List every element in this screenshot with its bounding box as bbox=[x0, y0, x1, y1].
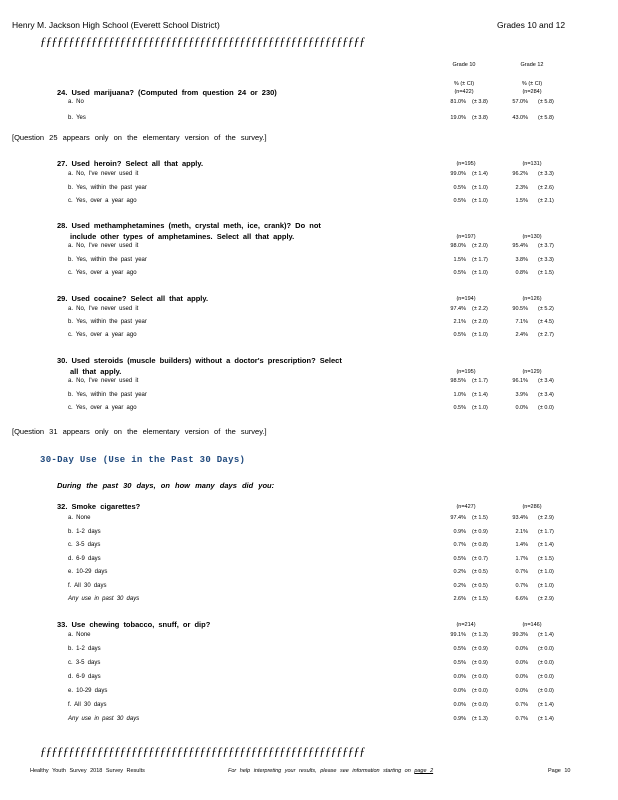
grade12-ci: (± 0.0) bbox=[538, 688, 554, 694]
option-label: e. 10-29 days bbox=[68, 569, 108, 575]
grade10-percent: 0.5% bbox=[453, 198, 466, 204]
grade10-ci: (± 0.0) bbox=[472, 674, 488, 680]
grade10-percent: 19.0% bbox=[450, 115, 466, 121]
q28-n-grade12: (n=130) bbox=[522, 234, 542, 240]
grade12-percent: 95.4% bbox=[512, 243, 528, 249]
grade10-percent: 0.5% bbox=[453, 332, 466, 338]
note-question-31: [Question 31 appears only on the elementary version of the survey.] bbox=[12, 427, 267, 436]
grade10-heading: Grade 10 bbox=[452, 62, 476, 68]
option-label: c. 3-5 days bbox=[68, 660, 101, 666]
grade10-percent: 98.0% bbox=[450, 243, 466, 249]
q32-n-grade10: (n=427) bbox=[456, 504, 476, 510]
q30-n-grade10: (n=195) bbox=[456, 369, 476, 375]
q30-n-grade12: (n=129) bbox=[522, 369, 542, 375]
grade10-ci: (± 1.0) bbox=[472, 332, 488, 338]
q29-n-grade12: (n=126) bbox=[522, 296, 542, 302]
option-label: Any use in past 30 days bbox=[68, 596, 140, 602]
q24-n-grade12: (n=284) bbox=[522, 89, 542, 95]
option-label: b. Yes, within the past year bbox=[68, 391, 147, 398]
grade12-heading: Grade 12 bbox=[520, 62, 544, 68]
question-32-title: 32. Smoke cigarettes? bbox=[57, 502, 141, 511]
question-28-title: 28. Used methamphetamines (meth, crystal meth, ice, crank)? Do not bbox=[57, 221, 321, 230]
grade12-ci: (± 1.5) bbox=[538, 555, 554, 562]
option-label: d. 6-9 days bbox=[68, 674, 101, 680]
option-label: Any use in past 30 days bbox=[68, 716, 140, 722]
grade10-ci: (± 1.5) bbox=[472, 596, 488, 602]
grade10-percent: 0.0% bbox=[453, 674, 466, 680]
grade10-ci: (± 0.0) bbox=[472, 702, 488, 708]
grades-label: Grades 10 and 12 bbox=[497, 20, 566, 30]
option-label: a. No, I've never used it bbox=[68, 171, 139, 177]
grade10-percent: 0.7% bbox=[453, 542, 466, 548]
grade10-ci: (± 1.0) bbox=[472, 184, 488, 191]
grade12-percent: 96.1% bbox=[512, 378, 528, 384]
grade10-percent: 81.0% bbox=[450, 99, 466, 105]
option-label: b. Yes bbox=[68, 115, 86, 121]
option-label: e. 10-29 days bbox=[68, 688, 108, 694]
grade12-ci: (± 3.4) bbox=[538, 391, 554, 398]
q28-n-grade10: (n=197) bbox=[456, 234, 476, 240]
option-label: a. None bbox=[68, 632, 91, 638]
grade10-ci: (± 1.4) bbox=[472, 391, 488, 398]
grade12-percent: 0.0% bbox=[515, 405, 528, 411]
grade12-ci: (± 3.3) bbox=[538, 171, 554, 177]
grade12-percent: 93.4% bbox=[512, 515, 528, 521]
grade10-ci: (± 0.0) bbox=[472, 688, 488, 694]
grade10-ci: (± 1.0) bbox=[472, 270, 488, 276]
grade12-percent: 90.5% bbox=[512, 306, 528, 312]
top-separator: ƒƒƒƒƒƒƒƒƒƒƒƒƒƒƒƒƒƒƒƒƒƒƒƒƒƒƒƒƒƒƒƒƒƒƒƒƒƒƒƒƒƒƒƒƒƒƒƒƒƒƒƒƒƒƒƒƒ bbox=[40, 34, 365, 48]
grade12-ci: (± 1.4) bbox=[538, 632, 554, 638]
option-label: b. Yes, within the past year bbox=[68, 319, 147, 325]
grade12-ci: (± 5.8) bbox=[538, 99, 554, 105]
grade10-percent: 97.4% bbox=[450, 306, 466, 312]
grade10-percent: 0.9% bbox=[453, 528, 466, 535]
grade12-ci: (± 3.4) bbox=[538, 378, 554, 384]
option-label: a. No, I've never used it bbox=[68, 243, 139, 249]
grade12-ci: (± 4.5) bbox=[538, 319, 554, 325]
grade12-ci: (± 1.4) bbox=[538, 716, 554, 722]
question-30-title: 30. Used steroids (muscle builders) without a doctor's prescription? Select bbox=[57, 356, 342, 365]
grade12-ci: (± 1.4) bbox=[538, 702, 554, 708]
question-30-title-line2: all that apply. bbox=[70, 367, 122, 376]
grade10-percent: 0.5% bbox=[453, 184, 466, 191]
footer-help-label: For help interpreting your results, please see information starting on bbox=[228, 768, 411, 774]
grade12-percent: 99.3% bbox=[512, 632, 528, 638]
grade10-percent: 1.0% bbox=[453, 391, 466, 398]
grade10-percent: 2.6% bbox=[453, 596, 466, 602]
grade12-percent: 3.8% bbox=[515, 256, 528, 263]
grade12-percent: 6.6% bbox=[515, 596, 528, 602]
question-27-title: 27. Used heroin? Select all that apply. bbox=[57, 159, 204, 168]
grade10-ci: (± 1.0) bbox=[472, 198, 488, 204]
grade10-ci: (± 0.7) bbox=[472, 555, 488, 562]
grade12-ci: (± 0.0) bbox=[538, 674, 554, 680]
footer-help-text bbox=[228, 768, 433, 774]
option-label: c. Yes, over a year ago bbox=[68, 270, 137, 276]
grade12-percent: 0.0% bbox=[515, 688, 528, 694]
grade12-percent: 1.4% bbox=[515, 542, 528, 548]
option-label: c. Yes, over a year ago bbox=[68, 405, 137, 411]
option-label: b. Yes, within the past year bbox=[68, 256, 147, 263]
grade12-percent: 0.7% bbox=[515, 569, 528, 575]
grade12-percent: 0.0% bbox=[515, 660, 528, 666]
grade10-percent: 1.5% bbox=[453, 256, 466, 263]
option-label: b. 1-2 days bbox=[68, 646, 101, 652]
grade10-ci: (± 3.8) bbox=[472, 99, 488, 105]
grade10-percent: 2.1% bbox=[453, 319, 466, 325]
grade12-percent: 2.4% bbox=[515, 332, 528, 338]
option-label: b. 1-2 days bbox=[68, 528, 101, 535]
grade10-percent: 99.1% bbox=[450, 632, 466, 638]
option-label: a. None bbox=[68, 515, 91, 521]
q27-n-grade12: (n=131) bbox=[522, 161, 542, 167]
grade12-ci: (± 2.1) bbox=[538, 198, 554, 204]
option-label: f. All 30 days bbox=[68, 702, 107, 708]
grade10-percent: 0.0% bbox=[453, 702, 466, 708]
grade10-ci: (± 0.5) bbox=[472, 569, 488, 575]
grade12-percent: 7.1% bbox=[515, 319, 528, 325]
q33-n-grade12: (n=146) bbox=[522, 622, 542, 628]
option-label: a. No, I've never used it bbox=[68, 306, 139, 312]
grade10-ci: (± 3.8) bbox=[472, 115, 488, 121]
q27-n-grade10: (n=195) bbox=[456, 161, 476, 167]
bottom-separator: ƒƒƒƒƒƒƒƒƒƒƒƒƒƒƒƒƒƒƒƒƒƒƒƒƒƒƒƒƒƒƒƒƒƒƒƒƒƒƒƒƒƒƒƒƒƒƒƒƒƒƒƒƒƒƒƒƒ bbox=[40, 744, 365, 758]
grade12-percent: 1.7% bbox=[515, 555, 528, 562]
grade10-ci: (± 1.3) bbox=[472, 716, 488, 722]
grade10-percent: 0.5% bbox=[453, 646, 466, 652]
q33-n-grade10: (n=214) bbox=[456, 622, 476, 628]
grade12-ci: (± 1.0) bbox=[538, 569, 554, 575]
footer-page-link[interactable]: page 2 bbox=[414, 768, 434, 774]
grade10-ci: (± 2.0) bbox=[472, 243, 488, 249]
grade12-ci: (± 2.9) bbox=[538, 515, 554, 521]
grade12-ci: (± 2.9) bbox=[538, 596, 554, 602]
grade10-percent: 0.0% bbox=[453, 688, 466, 694]
option-label: c. 3-5 days bbox=[68, 542, 101, 548]
grade10-ci: (± 0.8) bbox=[472, 542, 488, 548]
grade12-ci: (± 5.2) bbox=[538, 306, 554, 312]
note-question-25: [Question 25 appears only on the elementary version of the survey.] bbox=[12, 133, 267, 142]
grade12-percent: 3.9% bbox=[515, 391, 528, 398]
grade12-percent: 57.0% bbox=[512, 99, 528, 105]
section-heading: 30-Day Use (Use in the Past 30 Days) bbox=[40, 455, 246, 465]
grade12-ci: (± 2.6) bbox=[538, 184, 554, 191]
grade10-percent: 0.9% bbox=[453, 716, 466, 722]
grade10-percent: 98.5% bbox=[450, 378, 466, 384]
grade10-ci: (± 0.9) bbox=[472, 660, 488, 666]
grade10-percent: 0.5% bbox=[453, 660, 466, 666]
grade12-percent: 96.2% bbox=[512, 171, 528, 177]
grade10-ci: (± 1.7) bbox=[472, 256, 488, 263]
q24-n-grade10: (n=422) bbox=[454, 89, 474, 95]
question-24-title: 24. Used marijuana? (Computed from question 24 or 230) bbox=[57, 88, 277, 97]
option-label: a. No, I've never used it bbox=[68, 378, 139, 384]
grade10-percent: 0.2% bbox=[453, 569, 466, 575]
grade12-percent: 0.0% bbox=[515, 646, 528, 652]
grade12-percent: 0.7% bbox=[515, 702, 528, 708]
grade10-ci: (± 0.5) bbox=[472, 582, 488, 589]
grade12-ci: (± 1.4) bbox=[538, 542, 554, 548]
q29-n-grade10: (n=194) bbox=[456, 296, 476, 302]
grade12-percent: 0.8% bbox=[515, 270, 528, 276]
grade10-percent: 97.4% bbox=[450, 515, 466, 521]
grade10-percent: 0.2% bbox=[453, 582, 466, 589]
grade12-ci: (± 1.0) bbox=[538, 582, 554, 589]
grade12-ci: (± 0.0) bbox=[538, 646, 554, 652]
grade12-ci: (± 3.3) bbox=[538, 256, 554, 263]
grade12-percent: 1.5% bbox=[515, 198, 528, 204]
grade12-percent: 2.1% bbox=[515, 528, 528, 535]
grade12-ci: (± 1.5) bbox=[538, 270, 554, 276]
grade12-ci: (± 0.0) bbox=[538, 660, 554, 666]
grade12-ci: (± 3.7) bbox=[538, 243, 554, 249]
grade12-percent: 43.0% bbox=[512, 115, 528, 121]
footer-survey-name: Healthy Youth Survey 2018 Survey Results bbox=[30, 768, 145, 774]
option-label: b. Yes, within the past year bbox=[68, 184, 147, 191]
grade12-percent: 2.3% bbox=[515, 184, 528, 191]
option-label: a. No bbox=[68, 99, 84, 105]
grade12-ci: (± 5.8) bbox=[538, 115, 554, 121]
grade10-percent: 0.5% bbox=[453, 270, 466, 276]
grade10-ci: (± 0.9) bbox=[472, 646, 488, 652]
grade10-percent: 99.0% bbox=[450, 171, 466, 177]
grade10-ci: (± 1.5) bbox=[472, 515, 488, 521]
grade12-ci: (± 1.7) bbox=[538, 528, 554, 535]
grade10-ci: (± 1.7) bbox=[472, 378, 488, 384]
option-label: d. 6-9 days bbox=[68, 555, 101, 562]
grade10-ci-label: % (± CI) bbox=[453, 81, 475, 87]
question-28-title-line2: include other types of amphetamines. Select all that apply. bbox=[70, 232, 295, 241]
grade10-ci: (± 2.0) bbox=[472, 319, 488, 325]
section-intro: During the past 30 days, on how many days did you: bbox=[57, 481, 275, 490]
grade10-ci: (± 1.3) bbox=[472, 632, 488, 638]
option-label: f. All 30 days bbox=[68, 582, 107, 589]
question-29-title: 29. Used cocaine? Select all that apply. bbox=[57, 294, 209, 303]
question-33-title: 33. Use chewing tobacco, snuff, or dip? bbox=[57, 620, 211, 629]
grade12-ci: (± 2.7) bbox=[538, 332, 554, 338]
q32-n-grade12: (n=286) bbox=[522, 504, 542, 510]
grade10-ci: (± 1.4) bbox=[472, 171, 488, 177]
grade10-ci: (± 2.2) bbox=[472, 306, 488, 312]
grade12-ci-label: % (± CI) bbox=[521, 81, 543, 87]
grade12-percent: 0.7% bbox=[515, 716, 528, 722]
footer-page-number: Page 10 bbox=[548, 768, 571, 774]
grade10-percent: 0.5% bbox=[453, 405, 466, 411]
grade10-ci: (± 1.0) bbox=[472, 405, 488, 411]
grade10-ci: (± 0.9) bbox=[472, 528, 488, 535]
option-label: c. Yes, over a year ago bbox=[68, 198, 137, 204]
grade12-ci: (± 0.0) bbox=[538, 405, 554, 411]
grade12-percent: 0.0% bbox=[515, 674, 528, 680]
grade12-percent: 0.7% bbox=[515, 582, 528, 589]
school-name: Henry M. Jackson High School (Everett School District) bbox=[12, 20, 220, 30]
option-label: c. Yes, over a year ago bbox=[68, 332, 137, 338]
grade10-percent: 0.5% bbox=[453, 555, 466, 562]
